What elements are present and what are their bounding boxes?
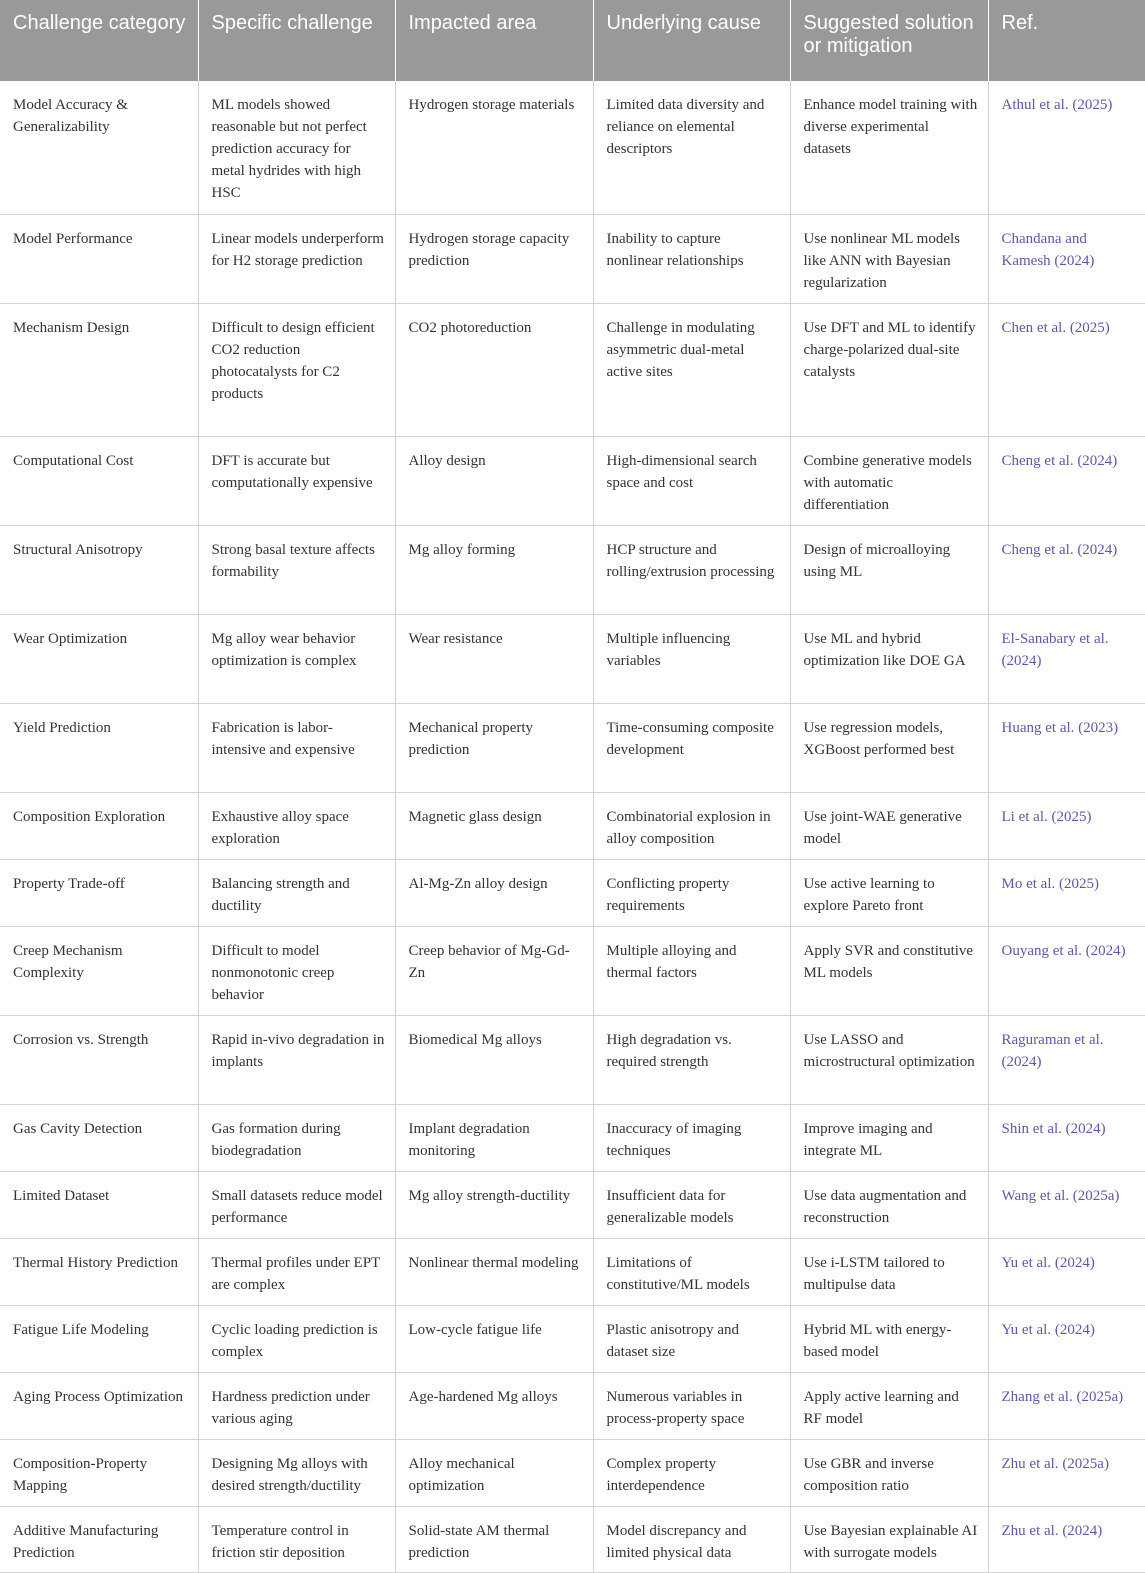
header-row <box>0 0 1145 81</box>
cell-cause: Complex property interdependence <box>593 1439 790 1506</box>
table-row <box>0 436 1145 525</box>
cell-challenge: Mg alloy wear behavior optimization is complex <box>198 614 395 703</box>
cell-challenge: Linear models underperform for H2 storage prediction <box>198 214 395 303</box>
header-suggested-solution: Suggested solution or mitigation <box>790 0 988 81</box>
cell-solution: Design of microalloying using ML <box>790 525 988 614</box>
cell-ref-link[interactable]: Wang et al. (2025a) <box>988 1171 1145 1238</box>
table-row <box>0 525 1145 614</box>
cell-ref-link[interactable]: Mo et al. (2025) <box>988 859 1145 926</box>
cell-challenge: Balancing strength and ductility <box>198 859 395 926</box>
cell-area: Biomedical Mg alloys <box>395 1015 593 1104</box>
cell-cause: Combinatorial explosion in alloy composition <box>593 792 790 859</box>
table-row <box>0 1372 1145 1439</box>
cell-challenge: Small datasets reduce model performance <box>198 1171 395 1238</box>
cell-category: Yield Prediction <box>0 703 198 792</box>
table-row <box>0 792 1145 859</box>
cell-challenge: Strong basal texture affects formability <box>198 525 395 614</box>
cell-solution: Use Bayesian explainable AI with surrogate models <box>790 1506 988 1572</box>
cell-solution: Use GBR and inverse composition ratio <box>790 1439 988 1506</box>
cell-challenge: Thermal profiles under EPT are complex <box>198 1238 395 1305</box>
cell-area: Wear resistance <box>395 614 593 703</box>
cell-ref-link[interactable]: Chen et al. (2025) <box>988 303 1145 436</box>
cell-challenge: Gas formation during biodegradation <box>198 1104 395 1171</box>
cell-solution: Hybrid ML with energy-based model <box>790 1305 988 1372</box>
header-impacted-area: Impacted area <box>395 0 593 81</box>
cell-cause: Inability to capture nonlinear relationships <box>593 214 790 303</box>
cell-category: Corrosion vs. Strength <box>0 1015 198 1104</box>
table-row <box>0 1171 1145 1238</box>
cell-category: Gas Cavity Detection <box>0 1104 198 1171</box>
cell-area: Al-Mg-Zn alloy design <box>395 859 593 926</box>
cell-category: Property Trade-off <box>0 859 198 926</box>
cell-area: Alloy mechanical optimization <box>395 1439 593 1506</box>
cell-ref-link[interactable]: Cheng et al. (2024) <box>988 525 1145 614</box>
cell-ref-link[interactable]: Zhang et al. (2025a) <box>988 1372 1145 1439</box>
cell-category: Model Performance <box>0 214 198 303</box>
cell-solution: Use LASSO and microstructural optimization <box>790 1015 988 1104</box>
cell-ref-link[interactable]: Cheng et al. (2024) <box>988 436 1145 525</box>
cell-solution: Apply SVR and constitutive ML models <box>790 926 988 1015</box>
cell-ref-link[interactable]: Zhu et al. (2024) <box>988 1506 1145 1572</box>
cell-area: Mechanical property prediction <box>395 703 593 792</box>
cell-cause: Conflicting property requirements <box>593 859 790 926</box>
table-row <box>0 1305 1145 1372</box>
cell-challenge: Difficult to model nonmonotonic creep behavior <box>198 926 395 1015</box>
cell-area: Low-cycle fatigue life <box>395 1305 593 1372</box>
cell-ref-link[interactable]: El-Sanabary et al. (2024) <box>988 614 1145 703</box>
cell-cause: High-dimensional search space and cost <box>593 436 790 525</box>
cell-area: Implant degradation monitoring <box>395 1104 593 1171</box>
cell-solution: Apply active learning and RF model <box>790 1372 988 1439</box>
table-row <box>0 81 1145 214</box>
cell-ref-link[interactable]: Yu et al. (2024) <box>988 1305 1145 1372</box>
cell-cause: Challenge in modulating asymmetric dual-metal active sites <box>593 303 790 436</box>
cell-area: Age-hardened Mg alloys <box>395 1372 593 1439</box>
cell-challenge: Fabrication is labor-intensive and expensive <box>198 703 395 792</box>
cell-cause: Numerous variables in process-property space <box>593 1372 790 1439</box>
cell-solution: Combine generative models with automatic differentiation <box>790 436 988 525</box>
cell-area: Nonlinear thermal modeling <box>395 1238 593 1305</box>
cell-solution: Improve imaging and integrate ML <box>790 1104 988 1171</box>
cell-category: Computational Cost <box>0 436 198 525</box>
header-ref: Ref. <box>988 0 1145 81</box>
table-row <box>0 1506 1145 1572</box>
cell-category: Model Accuracy & Generalizability <box>0 81 198 214</box>
cell-category: Creep Mechanism Complexity <box>0 926 198 1015</box>
cell-category: Mechanism Design <box>0 303 198 436</box>
table-row <box>0 303 1145 436</box>
cell-ref-link[interactable]: Raguraman et al. (2024) <box>988 1015 1145 1104</box>
cell-category: Aging Process Optimization <box>0 1372 198 1439</box>
cell-challenge: Exhaustive alloy space exploration <box>198 792 395 859</box>
table-row <box>0 703 1145 792</box>
table-row <box>0 1238 1145 1305</box>
cell-cause: Plastic anisotropy and dataset size <box>593 1305 790 1372</box>
cell-challenge: Temperature control in friction stir deposition <box>198 1506 395 1572</box>
cell-cause: Model discrepancy and limited physical data <box>593 1506 790 1572</box>
cell-category: Structural Anisotropy <box>0 525 198 614</box>
cell-area: Mg alloy strength-ductility <box>395 1171 593 1238</box>
cell-challenge: Designing Mg alloys with desired strength/ductility <box>198 1439 395 1506</box>
cell-challenge: Hardness prediction under various aging <box>198 1372 395 1439</box>
header-specific-challenge: Specific challenge <box>198 0 395 81</box>
cell-ref-link[interactable]: Shin et al. (2024) <box>988 1104 1145 1171</box>
cell-category: Composition Exploration <box>0 792 198 859</box>
cell-cause: Multiple influencing variables <box>593 614 790 703</box>
cell-solution: Use regression models, XGBoost performed best <box>790 703 988 792</box>
table-body <box>0 81 1145 1572</box>
cell-solution: Use joint-WAE generative model <box>790 792 988 859</box>
cell-area: CO2 photoreduction <box>395 303 593 436</box>
cell-solution: Use active learning to explore Pareto front <box>790 859 988 926</box>
cell-cause: High degradation vs. required strength <box>593 1015 790 1104</box>
cell-area: Solid-state AM thermal prediction <box>395 1506 593 1572</box>
cell-cause: Limitations of constitutive/ML models <box>593 1238 790 1305</box>
cell-ref-link[interactable]: Li et al. (2025) <box>988 792 1145 859</box>
cell-area: Creep behavior of Mg-Gd-Zn <box>395 926 593 1015</box>
cell-category: Thermal History Prediction <box>0 1238 198 1305</box>
cell-area: Mg alloy forming <box>395 525 593 614</box>
cell-solution: Use i-LSTM tailored to multipulse data <box>790 1238 988 1305</box>
cell-category: Additive Manufacturing Prediction <box>0 1506 198 1572</box>
cell-category: Fatigue Life Modeling <box>0 1305 198 1372</box>
cell-ref-link[interactable]: Athul et al. (2025) <box>988 81 1145 214</box>
cell-challenge: Cyclic loading prediction is complex <box>198 1305 395 1372</box>
cell-ref-link[interactable]: Zhu et al. (2025a) <box>988 1439 1145 1506</box>
cell-area: Magnetic glass design <box>395 792 593 859</box>
cell-solution: Use ML and hybrid optimization like DOE GA <box>790 614 988 703</box>
cell-challenge: Difficult to design efficient CO2 reduction photocatalysts for C2 products <box>198 303 395 436</box>
header-challenge-category: Challenge category <box>0 0 198 81</box>
cell-cause: Limited data diversity and reliance on elemental descriptors <box>593 81 790 214</box>
cell-solution: Use nonlinear ML models like ANN with Bayesian regularization <box>790 214 988 303</box>
table-row <box>0 1015 1145 1104</box>
table-row <box>0 859 1145 926</box>
cell-challenge: Rapid in-vivo degradation in implants <box>198 1015 395 1104</box>
cell-ref-link[interactable]: Yu et al. (2024) <box>988 1238 1145 1305</box>
cell-category: Limited Dataset <box>0 1171 198 1238</box>
cell-solution: Use DFT and ML to identify charge-polarized dual-site catalysts <box>790 303 988 436</box>
cell-ref-link[interactable]: Chandana and Kamesh (2024) <box>988 214 1145 303</box>
table-row <box>0 1439 1145 1506</box>
cell-category: Wear Optimization <box>0 614 198 703</box>
cell-area: Hydrogen storage capacity prediction <box>395 214 593 303</box>
cell-area: Hydrogen storage materials <box>395 81 593 214</box>
table-row <box>0 614 1145 703</box>
table-row <box>0 1104 1145 1171</box>
table-header <box>0 0 1145 81</box>
cell-category: Composition-Property Mapping <box>0 1439 198 1506</box>
cell-challenge: DFT is accurate but computationally expensive <box>198 436 395 525</box>
cell-cause: Insufficient data for generalizable models <box>593 1171 790 1238</box>
cell-area: Alloy design <box>395 436 593 525</box>
header-underlying-cause: Underlying cause <box>593 0 790 81</box>
cell-ref-link[interactable]: Ouyang et al. (2024) <box>988 926 1145 1015</box>
cell-solution: Use data augmentation and reconstruction <box>790 1171 988 1238</box>
cell-solution: Enhance model training with diverse experimental datasets <box>790 81 988 214</box>
table-row <box>0 214 1145 303</box>
cell-ref-link[interactable]: Huang et al. (2023) <box>988 703 1145 792</box>
cell-challenge: ML models showed reasonable but not perfect prediction accuracy for metal hydrides with high HSC <box>198 81 395 214</box>
cell-cause: Multiple alloying and thermal factors <box>593 926 790 1015</box>
table-row <box>0 926 1145 1015</box>
cell-cause: Inaccuracy of imaging techniques <box>593 1104 790 1171</box>
cell-cause: HCP structure and rolling/extrusion processing <box>593 525 790 614</box>
cell-cause: Time-consuming composite development <box>593 703 790 792</box>
